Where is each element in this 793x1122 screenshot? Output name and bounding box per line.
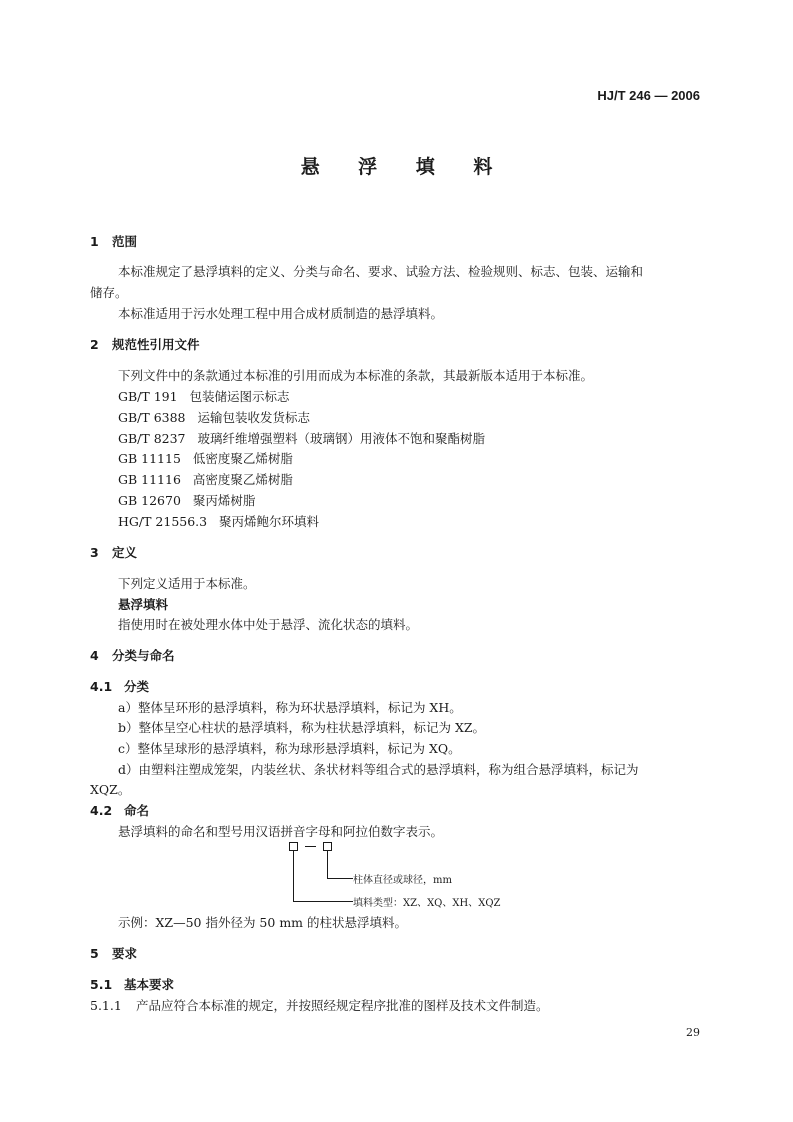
reference-code: GB 11115: [118, 451, 181, 466]
subsection-4-2-heading: [90, 801, 149, 819]
classification-item: c）整体呈球形的悬浮填料，称为球形悬浮填料，标记为 XQ。: [118, 741, 461, 756]
reference-name: 包装储运图示标志: [189, 389, 290, 404]
classification-item: a）整体呈环形的悬浮填料，称为环状悬浮填料，标记为 XH。: [118, 700, 462, 715]
section-4-heading: [90, 646, 175, 664]
reference-item: [118, 470, 293, 488]
subsection-title: 命名: [124, 803, 150, 818]
classification-item: b）整体呈空心柱状的悬浮填料，称为柱状悬浮填料，标记为 XZ。: [118, 720, 486, 735]
section-number: 4: [90, 648, 99, 663]
page-number: 29: [686, 1026, 700, 1039]
reference-name: 聚丙烯鲍尔环填料: [219, 514, 320, 529]
reference-code: GB/T 6388: [118, 410, 186, 425]
reference-item: [118, 429, 485, 447]
type-label: 填料类型：XZ、XQ、XH、XQZ: [353, 898, 501, 909]
section-1-paragraph-1: 本标准规定了悬浮填料的定义、分类与命名、要求、试验方法、检验规则、标志、包装、运输和: [118, 264, 644, 279]
section-2-heading: [90, 335, 200, 353]
classification-item-cont: XQZ。: [90, 782, 131, 797]
reference-item: [118, 491, 255, 509]
document-title: 悬 浮 填 料: [300, 156, 509, 178]
term-definition: 指使用时在被处理水体中处于悬浮、流化状态的填料。: [118, 617, 419, 632]
naming-example: 示例：XZ—50 指外径为 50 mm 的柱状悬浮填料。: [118, 915, 407, 930]
section-title: 定义: [112, 545, 138, 560]
type-leader-horizontal: [293, 901, 353, 902]
reference-code: GB/T 191: [118, 389, 178, 404]
reference-item: [118, 408, 310, 426]
naming-intro: 悬浮填料的命名和型号用汉语拼音字母和阿拉伯数字表示。: [118, 824, 444, 839]
subsection-4-1-heading: [90, 677, 149, 695]
section-3-heading: [90, 543, 137, 561]
reference-code: GB 12670: [118, 493, 181, 508]
clause-text: 产品应符合本标准的规定，并按照经规定程序批准的图样及技术文件制造。: [136, 998, 549, 1013]
subsection-number: 5.1: [90, 977, 113, 992]
reference-name: 低密度聚乙烯树脂: [192, 451, 293, 466]
reference-name: 高密度聚乙烯树脂: [192, 472, 293, 487]
size-label: 柱体直径或球径，mm: [353, 875, 452, 886]
reference-code: HG/T 21556.3: [118, 514, 208, 529]
section-number: 3: [90, 545, 99, 560]
classification-item: d）由塑料注塑成笼架，内装丝状、条状材料等组合式的悬浮填料，称为组合悬浮填料，标记为: [118, 762, 639, 777]
section-2-intro: 下列文件中的条款通过本标准的引用而成为本标准的条款，其最新版本适用于本标准。: [118, 368, 594, 383]
size-leader-vertical: [327, 851, 328, 878]
section-3-intro: 下列定义适用于本标准。: [118, 576, 256, 591]
clause-number: 5.1.1: [90, 998, 122, 1013]
section-title: 范围: [112, 234, 138, 249]
reference-name: 运输包装收发货标志: [197, 410, 310, 425]
subsection-title: 分类: [124, 679, 150, 694]
section-title: 要求: [112, 946, 138, 961]
reference-name: 聚丙烯树脂: [192, 493, 256, 508]
reference-item: [118, 449, 293, 467]
section-number: 1: [90, 234, 99, 249]
section-title: 规范性引用文件: [112, 337, 200, 352]
subsection-number: 4.1: [90, 679, 113, 694]
reference-code: GB/T 8237: [118, 431, 186, 446]
section-number: 5: [90, 946, 99, 961]
type-leader-vertical: [293, 851, 294, 901]
reference-code: GB 11116: [118, 472, 181, 487]
section-1-paragraph-1-cont: 储存。: [90, 285, 128, 300]
subsection-title: 基本要求: [124, 977, 175, 992]
section-number: 2: [90, 337, 99, 352]
naming-diagram: [285, 838, 525, 910]
standard-number: HJ/T 246 — 2006: [597, 88, 700, 103]
clause-5-1-1: [90, 996, 549, 1014]
subsection-5-1-heading: [90, 975, 174, 993]
section-title: 分类与命名: [112, 648, 175, 663]
subsection-number: 4.2: [90, 803, 113, 818]
term-heading: 悬浮填料: [118, 597, 169, 612]
reference-item: [118, 387, 290, 405]
size-code-box: [323, 842, 332, 851]
size-leader-horizontal: [327, 878, 353, 879]
reference-item: [118, 512, 319, 530]
type-code-box: [289, 842, 298, 851]
section-1-paragraph-2: 本标准适用于污水处理工程中用合成材质制造的悬浮填料。: [118, 306, 444, 321]
separator-dash: [305, 846, 316, 847]
section-5-heading: [90, 944, 137, 962]
reference-name: 玻璃纤维增强塑料（玻璃钢）用液体不饱和聚酯树脂: [197, 431, 485, 446]
section-1-heading: [90, 232, 137, 250]
